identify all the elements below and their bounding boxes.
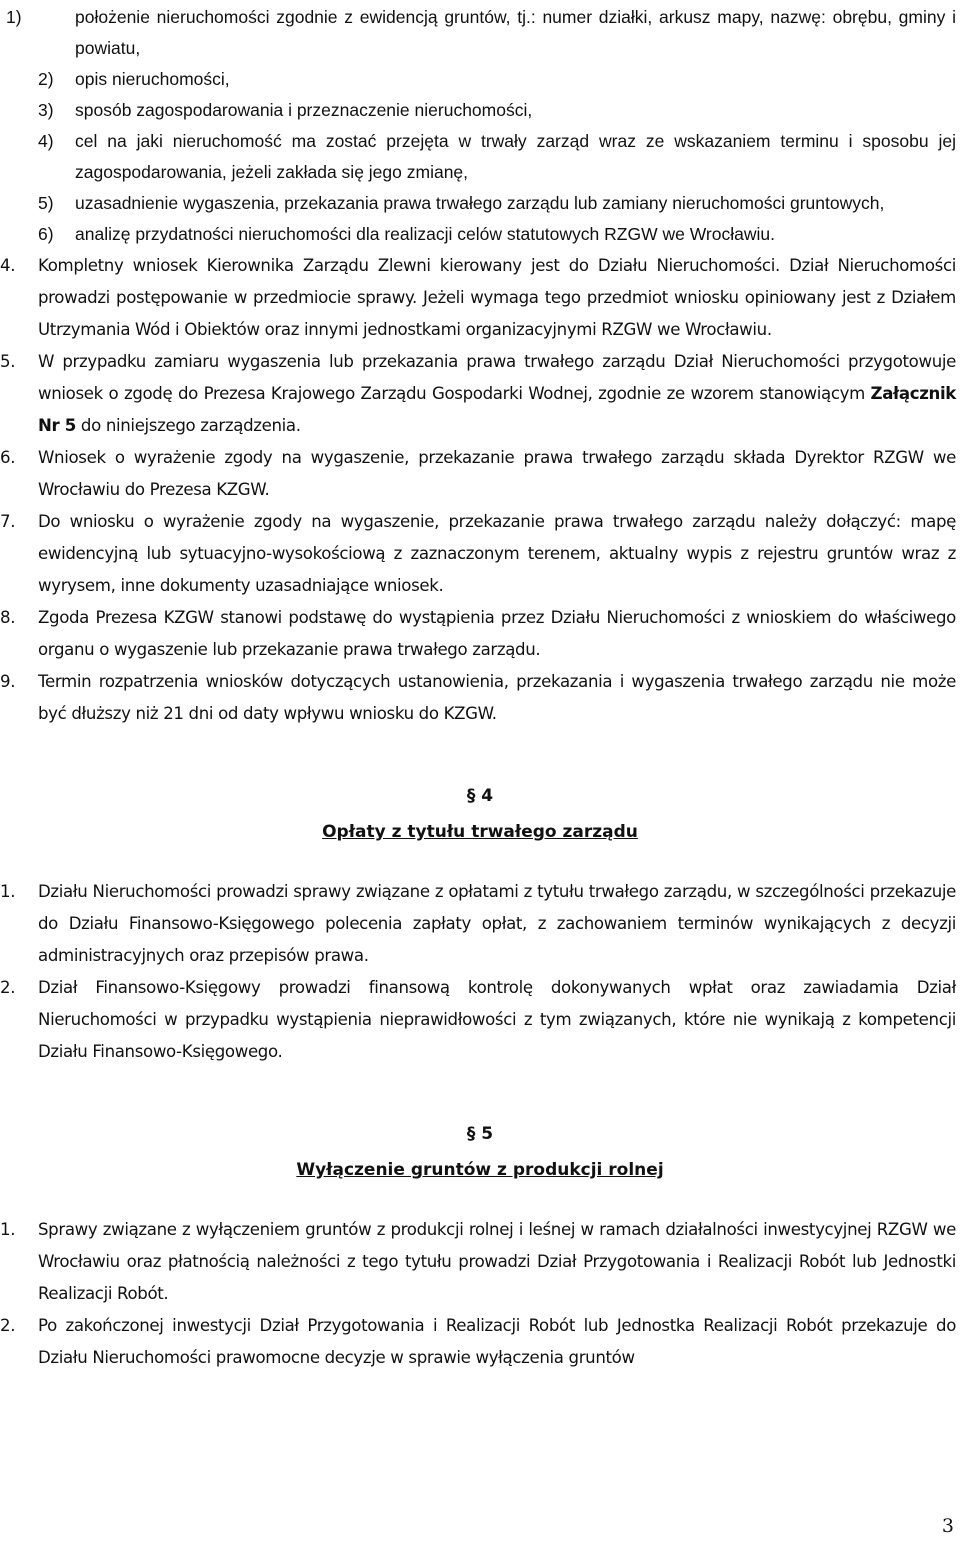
sub-item-text: opis nieruchomości, — [75, 69, 230, 89]
item-text: Do wniosku o wyrażenie zgody na wygaszenie, przekazanie prawa trwałego zarządu należy dołączyć: mapę ewidencyjną lub sytuacyjno-wysokościową z zaznaczonym terenem, aktualny wypis z rejestru gruntów wraz z wyrysem, inne dokumenty uzasadniające wniosek. — [38, 512, 956, 595]
item-number: 2. — [0, 1316, 16, 1335]
item-text-end: do niniejszego zarządzenia. — [76, 416, 301, 435]
list-item-2 — [0, 972, 960, 1068]
section-number: § 4 — [466, 786, 494, 806]
item-text: Termin rozpatrzenia wniosków dotyczących ustanowienia, przekazania i wygaszenia trwałego zarządu nie może być dłuższy niż 21 dni od daty wpływu wniosku do KZGW. — [38, 672, 956, 723]
attachment-reference: Załącznik Nr 5 — [38, 384, 956, 435]
list-item-9 — [0, 666, 960, 730]
list-item-2 — [0, 1310, 960, 1374]
section-title: Wyłączenie gruntów z produkcji rolnej — [296, 1160, 664, 1180]
spacer — [0, 1188, 960, 1214]
numbered-list — [0, 250, 960, 730]
list-item-8 — [0, 602, 960, 666]
item-number: 9. — [0, 672, 16, 691]
item-text: Kompletny wniosek Kierownika Zarządu Zlewni kierowany jest do Działu Nieruchomości. Dział Nieruchomości prowadzi postępowanie w przedmiocie sprawy. Jeżeli wymaga tego przedmiot wniosku opiniowany jest z Działem Utrzymania Wód i Obiektów oraz innymi jednostkami organizacyjnymi RZGW we Wrocławiu. — [38, 256, 956, 339]
item-text: Działu Nieruchomości prowadzi sprawy związane z opłatami z tytułu trwałego zarządu, w szczególności przekazuje do Działu Finansowo-Księgowego polecenia zapłaty opłat, z zachowaniem terminów wynikających z decyzji administracyjnych oraz przepisów prawa. — [38, 882, 956, 965]
sub-item-text: analizę przydatności nieruchomości dla realizacji celów statutowych RZGW we Wrocławiu. — [75, 224, 775, 244]
item-number: 1. — [0, 1220, 16, 1239]
item-number: 2. — [0, 978, 16, 997]
item-text: Zgoda Prezesa KZGW stanowi podstawę do wystąpienia przez Działu Nieruchomości z wnioskiem do właściwego organu o wygaszenie lub przekazanie prawa trwałego zarządu. — [38, 608, 956, 659]
item-text: Dział Finansowo-Księgowy prowadzi finansową kontrolę dokonywanych wpłat oraz zawiadamia Dział Nieruchomości w przypadku wystąpienia nieprawidłowości z tym związanych, które nie wynikają z kompetencji Działu Finansowo-Księgowego. — [38, 978, 956, 1061]
sub-item-1 — [0, 2, 960, 64]
sub-item-text: sposób zagospodarowania i przeznaczenie nieruchomości, — [75, 100, 533, 120]
item-text: W przypadku zamiaru wygaszenia lub przekazania prawa trwałego zarządu Dział Nieruchomości przygotowuje wniosek o zgodę do Prezesa Krajowego Zarządu Gospodarki Wodnej, zgodnie ze wzorem stanowiącym — [38, 352, 956, 403]
item-number: 7. — [0, 512, 16, 531]
sub-item-6 — [0, 219, 960, 250]
sub-item-text: uzasadnienie wygaszenia, przekazania prawa trwałego zarządu lub zamiany nieruchomości gruntowych, — [75, 193, 885, 213]
sub-item-number: 2) — [38, 69, 54, 89]
sub-list — [0, 0, 960, 250]
sub-item-number: 5) — [38, 193, 54, 213]
sub-item-2 — [0, 64, 960, 95]
section-4 — [0, 778, 960, 1068]
sub-item-text: położenie nieruchomości zgodnie z ewidencją gruntów, tj.: numer działki, arkusz mapy, nazwę: obrębu, gminy i powiatu, — [75, 7, 956, 58]
item-number: 5. — [0, 352, 16, 371]
sub-item-4 — [0, 126, 960, 188]
list-item-1 — [0, 876, 960, 972]
sub-item-3 — [0, 95, 960, 126]
item-number: 4. — [0, 256, 16, 275]
sub-item-number: 6) — [38, 224, 54, 244]
sub-item-number: 3) — [38, 100, 54, 120]
sub-item-number: 4) — [38, 131, 54, 151]
sub-item-5 — [0, 188, 960, 219]
list-item-4 — [0, 250, 960, 346]
section-title: Opłaty z tytułu trwałego zarządu — [322, 822, 638, 842]
sub-item-number: 1) — [6, 7, 22, 27]
spacer — [0, 1068, 960, 1116]
list-item-6 — [0, 442, 960, 506]
item-number: 8. — [0, 608, 16, 627]
section-5 — [0, 1116, 960, 1374]
item-number: 6. — [0, 448, 16, 467]
list-item-5 — [0, 346, 960, 442]
item-text: Po zakończonej inwestycji Dział Przygotowania i Realizacji Robót lub Jednostka Realizacji Robót przekazuje do Działu Nieruchomości prawomocne decyzje w sprawie wyłączenia gruntów — [38, 1316, 956, 1367]
item-text: Wniosek o wyrażenie zgody na wygaszenie, przekazanie prawa trwałego zarządu składa Dyrektor RZGW we Wrocławiu do Prezesa KZGW. — [38, 448, 956, 499]
list-item-7 — [0, 506, 960, 602]
spacer — [0, 850, 960, 876]
list-item-1 — [0, 1214, 960, 1310]
item-number: 1. — [0, 882, 16, 901]
section-number: § 5 — [466, 1124, 494, 1144]
page-number: 3 — [941, 1515, 954, 1537]
item-text: Sprawy związane z wyłączeniem gruntów z produkcji rolnej i leśnej w ramach działalności inwestycyjnej RZGW we Wrocławiu oraz płatnością należności z tego tytułu prowadzi Dział Przygotowania i Realizacji Robót lub Jednostki Realizacji Robót. — [38, 1220, 956, 1303]
spacer — [0, 730, 960, 778]
sub-item-text: cel na jaki nieruchomość ma zostać przejęta w trwały zarząd wraz ze wskazaniem terminu i sposobu jej zagospodarowania, jeżeli zakłada się jego zmianę, — [75, 131, 956, 182]
